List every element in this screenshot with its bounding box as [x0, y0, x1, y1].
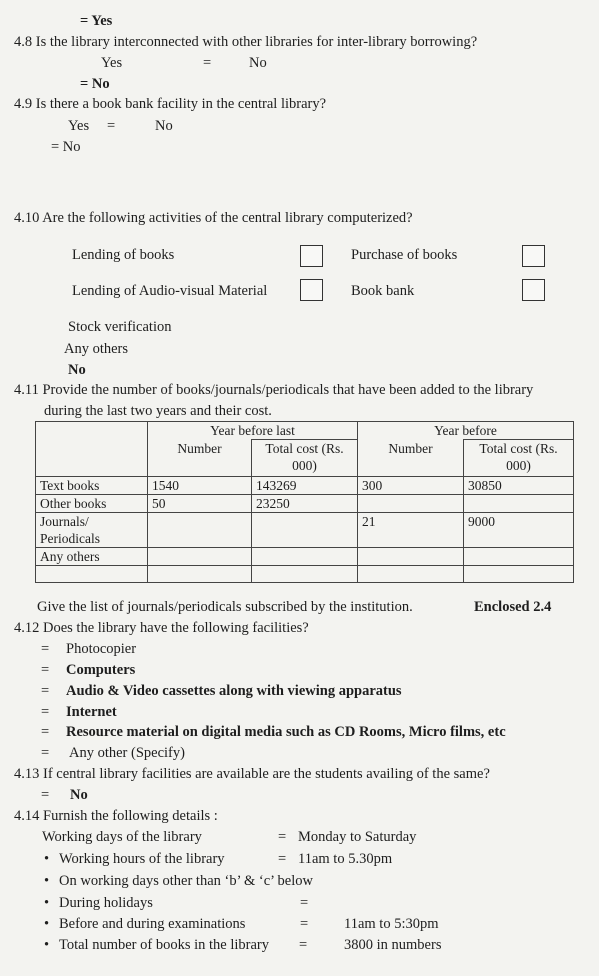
q48-question: 4.8 Is the library interconnected with other libraries for inter-library borrowing? [14, 34, 478, 50]
exams-value: 11am to 5:30pm [344, 916, 439, 932]
cell-cost-2 [464, 566, 574, 583]
exams-label: Before and during examinations [59, 916, 246, 932]
hours-label: Working hours of the library [59, 851, 225, 867]
table-row [36, 477, 574, 495]
hours-item: • Working hours of the library [44, 851, 225, 867]
row-label: Any others [36, 548, 148, 566]
facility-item: = Photocopier [41, 641, 137, 657]
table-corner-cell [36, 422, 148, 477]
holidays-label: During holidays [59, 895, 153, 911]
facility-label: Internet [66, 704, 117, 720]
facility-label: Resource material on digital media such as CD Rooms, Micro films, etc [66, 724, 506, 740]
table-row [36, 495, 574, 513]
q49-no-option: No [155, 118, 173, 134]
q411-question-line1: 4.11 Provide the number of books/journals/periodicals that have been added to the library [14, 382, 534, 398]
table-row [36, 566, 574, 583]
header-year-before: Year before [358, 422, 574, 440]
q49-question: 4.9 Is there a book bank facility in the central library? [14, 96, 327, 112]
exams-item: • Before and during examinations [44, 916, 246, 932]
cell-cost-1 [252, 566, 358, 583]
table-row [36, 513, 574, 548]
facility-item: = Any other (Specify) [41, 745, 185, 761]
q47-answer: = Yes [80, 13, 113, 29]
checkbox-lending-av[interactable] [300, 279, 323, 301]
q48-no-option: No [249, 55, 267, 71]
facility-item: = Resource material on digital media such as CD Rooms, Micro films, etc [41, 724, 506, 740]
facility-item: = Audio & Video cassettes along with viewing apparatus [41, 683, 402, 699]
item-lending-av: Lending of Audio-visual Material [72, 283, 268, 299]
row-label: Other books [36, 495, 148, 513]
cell-number-1 [148, 513, 252, 548]
cell-number-1 [148, 566, 252, 583]
header-number-2: Number [358, 440, 464, 477]
books-added-table [35, 421, 574, 583]
working-days-label: Working days of the library [42, 829, 202, 845]
cell-cost-1: 23250 [252, 495, 358, 513]
checkbox-lending-books[interactable] [300, 245, 323, 267]
item-lending-books: Lending of books [72, 247, 175, 263]
cell-cost-1 [252, 513, 358, 548]
exams-equals: = [300, 916, 309, 932]
journals-list-line: Give the list of journals/periodicals subscribed by the institution. [37, 599, 413, 615]
checkbox-book-bank[interactable] [522, 279, 545, 301]
facility-item: = Internet [41, 704, 117, 720]
working-days-value: Monday to Saturday [298, 829, 417, 845]
facility-label: Any other (Specify) [69, 745, 185, 761]
cell-number-2: 21 [358, 513, 464, 548]
cell-number-1: 1540 [148, 477, 252, 495]
q411-question-line2: during the last two years and their cost. [44, 403, 272, 419]
q413-answer-value: No [70, 787, 88, 803]
cell-number-2 [358, 566, 464, 583]
total-books-value: 3800 in numbers [344, 937, 442, 953]
working-days-equals: = [278, 829, 287, 845]
cell-number-2 [358, 548, 464, 566]
q414-question: 4.14 Furnish the following details : [14, 808, 218, 824]
total-books-label: Total number of books in the library [59, 937, 269, 953]
header-number-1: Number [148, 440, 252, 477]
cell-number-2 [358, 495, 464, 513]
holidays-item: • During holidays [44, 895, 153, 911]
cell-number-1: 50 [148, 495, 252, 513]
hours-equals: = [278, 851, 287, 867]
item-any-others: Any others [64, 341, 129, 357]
cell-number-1 [148, 548, 252, 566]
q410-answer: No [68, 362, 86, 378]
cell-cost-2: 9000 [464, 513, 574, 548]
q48-answer: = No [80, 76, 110, 92]
facility-label: Computers [66, 662, 136, 678]
q413-question: 4.13 If central library facilities are available are the students availing of the same? [14, 766, 490, 782]
cell-cost-1 [252, 548, 358, 566]
other-days-label: On working days other than ‘b’ & ‘c’ below [59, 873, 313, 889]
row-label [36, 566, 148, 583]
other-days-item: • On working days other than ‘b’ & ‘c’ below [44, 873, 313, 889]
cell-cost-2 [464, 495, 574, 513]
q48-yes-option: Yes [101, 55, 123, 71]
row-label: Journals/ Periodicals [36, 513, 148, 548]
enclosed-reference: Enclosed 2.4 [474, 599, 552, 615]
cell-cost-2 [464, 548, 574, 566]
q49-answer: = No [51, 139, 81, 155]
item-purchase-books: Purchase of books [351, 247, 458, 263]
row-label: Text books [36, 477, 148, 495]
hours-value: 11am to 5.30pm [298, 851, 393, 867]
cell-number-2: 300 [358, 477, 464, 495]
cell-cost-2: 30850 [464, 477, 574, 495]
header-year-before-last: Year before last [148, 422, 358, 440]
table-row [36, 548, 574, 566]
item-stock-verification: Stock verification [68, 319, 172, 335]
q49-yes-option: Yes [68, 118, 90, 134]
header-total-cost-2: Total cost (Rs. 000) [464, 440, 574, 477]
q412-question: 4.12 Does the library have the following facilities? [14, 620, 309, 636]
checkbox-purchase-books[interactable] [522, 245, 545, 267]
holidays-equals: = [300, 895, 309, 911]
q413-answer: = No [41, 787, 88, 803]
q49-equals: = [107, 118, 116, 134]
cell-cost-1: 143269 [252, 477, 358, 495]
q410-question: 4.10 Are the following activities of the central library computerized? [14, 210, 413, 226]
facility-label: Photocopier [66, 641, 137, 657]
q48-equals: = [203, 55, 212, 71]
facility-label: Audio & Video cassettes along with viewing apparatus [66, 683, 402, 699]
total-books-equals: = [299, 937, 308, 953]
facility-item: = Computers [41, 662, 136, 678]
item-book-bank: Book bank [351, 283, 415, 299]
total-books-item: • Total number of books in the library [44, 937, 269, 953]
header-total-cost-1: Total cost (Rs. 000) [252, 440, 358, 477]
